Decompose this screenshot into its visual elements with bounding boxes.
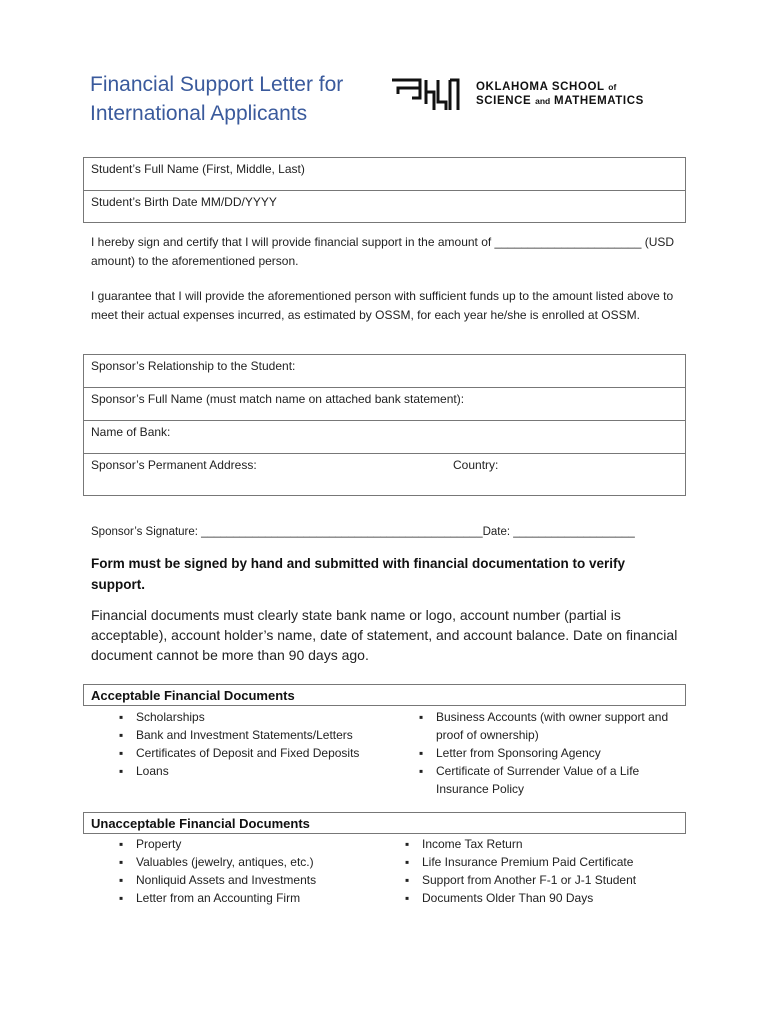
student-birth-date-label: Student’s Birth Date MM/DD/YYYY	[91, 195, 277, 209]
list-item: ▪ Business Accounts (with owner support and proof of ownership)	[419, 708, 674, 744]
list-item: ▪ Loans	[119, 762, 399, 780]
sponsor-info-table	[83, 354, 686, 496]
bank-name-label: Name of Bank:	[91, 425, 171, 439]
list-item: ▪ Scholarships	[119, 708, 399, 726]
acceptable-heading: Acceptable Financial Documents	[83, 684, 686, 706]
logo-wordmark	[476, 80, 644, 108]
unacceptable-list-left	[119, 835, 399, 907]
logo-mathematics: MATHEMATICS	[554, 95, 644, 107]
country-label: Country:	[453, 458, 499, 472]
sponsor-address-field[interactable]	[84, 454, 685, 495]
acceptable-list-right	[419, 708, 674, 798]
list-item: ▪ Bank and Investment Statements/Letters	[119, 726, 399, 744]
sponsor-full-name-field[interactable]	[84, 388, 685, 421]
list-item: ▪ Letter from Sponsoring Agency	[419, 744, 674, 762]
student-info-table	[83, 157, 686, 223]
list-item: ▪ Certificate of Surrender Value of a Life Insurance Policy	[419, 762, 674, 798]
unacceptable-heading: Unacceptable Financial Documents	[83, 812, 686, 834]
list-item: ▪ Letter from an Accounting Firm	[119, 889, 399, 907]
page-title	[90, 70, 380, 128]
certify-paragraph: I hereby sign and certify that I will provide financial support in the amount of ______________________ (USD amount) to the aforementioned person.	[91, 235, 675, 268]
list-item: ▪ Property	[119, 835, 399, 853]
logo-and: and	[535, 96, 551, 106]
student-full-name-label: Student’s Full Name (First, Middle, Last)	[91, 162, 305, 176]
signature-line[interactable]: Sponsor’s Signature: ____________________________________________Date: ___________________	[91, 526, 635, 538]
logo-line-1: OKLAHOMA SCHOOL	[476, 81, 605, 93]
unacceptable-list-right	[405, 835, 680, 907]
acceptable-list-left	[119, 708, 399, 780]
sponsor-relationship-label: Sponsor’s Relationship to the Student:	[91, 359, 296, 373]
sign-by-hand-note: Form must be signed by hand and submitted with financial documentation to verify support.	[91, 556, 626, 592]
title-line-2: International Applicants	[90, 102, 308, 125]
ossm-logo	[390, 74, 675, 116]
sponsor-relationship-field[interactable]	[84, 355, 685, 388]
list-item: ▪ Certificates of Deposit and Fixed Deposits	[119, 744, 399, 762]
list-item: ▪ Income Tax Return	[405, 835, 680, 853]
list-item: ▪ Documents Older Than 90 Days	[405, 889, 680, 907]
bank-name-field[interactable]	[84, 421, 685, 454]
sponsor-full-name-label: Sponsor’s Full Name (must match name on attached bank statement):	[91, 392, 465, 406]
student-full-name-field[interactable]	[84, 158, 685, 191]
ossm-mark-icon	[390, 74, 462, 114]
logo-of: of	[608, 82, 617, 92]
list-item: ▪ Nonliquid Assets and Investments	[119, 871, 399, 889]
student-birth-date-field[interactable]	[84, 191, 685, 222]
document-requirements: Financial documents must clearly state bank name or logo, account number (partial is acceptable), account holder’s name, date of statement, and account balance. Date on financial document cannot be more than 90 days ago.	[91, 607, 678, 663]
list-item: ▪ Support from Another F-1 or J-1 Student	[405, 871, 680, 889]
guarantee-paragraph: I guarantee that I will provide the aforementioned person with sufficient funds up to the amount listed above to meet their actual expenses incurred, as estimated by OSSM, for each year he/she is enrolled at OSSM.	[91, 289, 674, 322]
list-item: ▪ Valuables (jewelry, antiques, etc.)	[119, 853, 399, 871]
title-line-1: Financial Support Letter for	[90, 73, 344, 96]
list-item: ▪ Life Insurance Premium Paid Certificate	[405, 853, 680, 871]
sponsor-address-label: Sponsor’s Permanent Address:	[91, 458, 257, 472]
logo-science: SCIENCE	[476, 95, 532, 107]
